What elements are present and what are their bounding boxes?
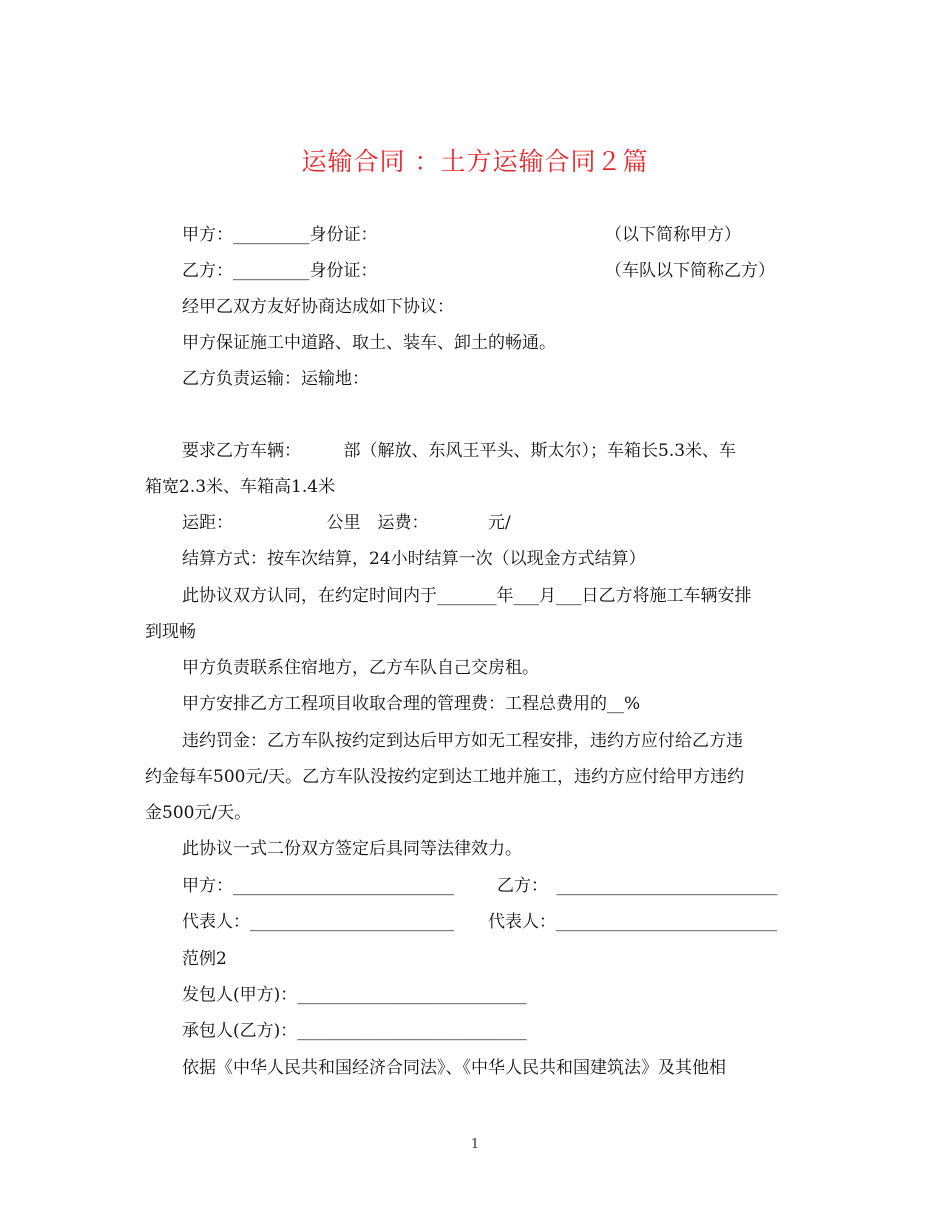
paragraph: 到现畅 [145,622,196,642]
party-b-line: 乙方：_________身份证： [182,261,378,281]
signature-party-a: 甲方：__________________________ [182,876,454,896]
section-heading: 范例2 [182,949,227,969]
paragraph: 经甲乙双方友好协商达成如下协议： [182,297,454,317]
paragraph: 乙方负责运输：运输地： [182,369,369,389]
paragraph: 要求乙方车辆： 部（解放、东风王平头、斯太尔）；车箱长5.3米、车 [182,441,737,461]
paragraph: 此协议双方认同，在约定时间内于_______年___月___日乙方将施工车辆安排 [182,586,752,606]
paragraph: 箱宽2.3米、车箱高1.4米 [145,477,336,497]
paragraph: 甲方保证施工中道路、取土、装车、卸土的畅通。 [182,333,556,353]
paragraph: 违约罚金：乙方车队按约定到达后甲方如无工程安排，违约方应付给乙方违 [182,731,743,751]
paragraph: 约金每车500元/天。乙方车队没按约定到达工地并施工，违约方应付给甲方违约 [145,767,745,787]
party-a-line: 甲方：_________身份证： [182,225,378,245]
representative-b: 代表人：__________________________ [488,912,777,932]
paragraph: 运距： 公里 运费： 元/ [182,513,511,533]
party-a-note: （以下简称甲方） [605,225,741,245]
paragraph: 甲方负责联系住宿地方，乙方车队自己交房租。 [182,658,539,678]
paragraph: 甲方安排乙方工程项目收取合理的管理费：工程总费用的__% [182,694,641,714]
document-title: 运输合同 ：土方运输合同２篇 [301,147,649,176]
party-b-note: （车队以下简称乙方） [605,261,775,281]
contractor-a: 发包人(甲方)：___________________________ [182,985,527,1005]
signature-party-b: 乙方： __________________________ [497,876,778,896]
page-number: 1 [470,1137,480,1152]
representative-a: 代表人：________________________ [182,912,454,932]
paragraph: 此协议一式二份双方签定后具同等法律效力。 [182,839,522,859]
contractor-b: 承包人(乙方)：___________________________ [182,1021,527,1041]
paragraph: 金500元/天。 [145,803,252,823]
paragraph: 结算方式：按车次结算，24小时结算一次（以现金方式结算） [182,549,646,569]
paragraph: 依据《中华人民共和国经济合同法》、《中华人民共和国建筑法》及其他相 [182,1058,726,1078]
